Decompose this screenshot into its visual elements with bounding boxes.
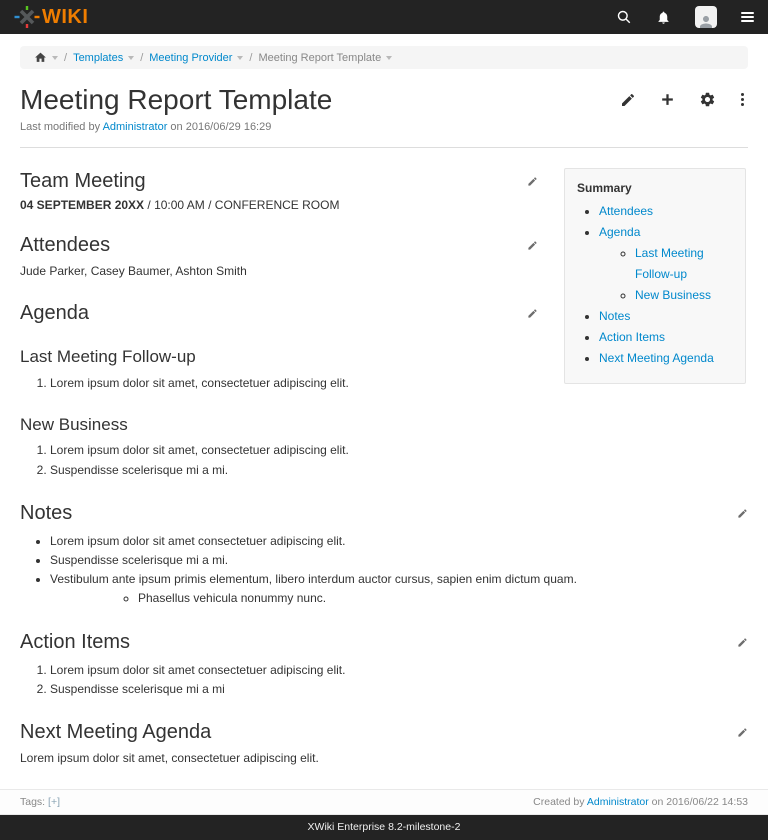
summary-link-notes[interactable]: Notes xyxy=(599,308,631,323)
created-prefix: Created by xyxy=(533,796,585,809)
summary-panel xyxy=(564,168,746,384)
attendees-names: Jude Parker, Casey Baumer, Ashton Smith xyxy=(20,263,247,278)
document-footer xyxy=(0,789,768,815)
modified-date: on 2016/06/29 16:29 xyxy=(170,120,272,133)
search-icon[interactable] xyxy=(616,9,632,25)
breadcrumb-link-templates[interactable]: Templates xyxy=(73,51,124,64)
page-header xyxy=(0,71,768,116)
xwiki-logo[interactable] xyxy=(14,5,88,29)
created-line xyxy=(533,796,748,808)
top-navbar xyxy=(0,0,768,34)
summary-sublist xyxy=(599,243,735,306)
created-user-link[interactable]: Administrator xyxy=(586,796,649,809)
page-actions xyxy=(620,91,746,108)
summary-link-agenda[interactable]: Agenda xyxy=(599,224,641,239)
edit-pencil-icon[interactable] xyxy=(737,727,748,738)
navbar-actions xyxy=(616,6,754,28)
summary-subitem xyxy=(635,243,735,285)
breadcrumb-separator: / xyxy=(249,51,253,64)
section-title-last-meeting: Last Meeting Follow-up xyxy=(20,347,196,367)
section-attendees xyxy=(20,234,538,280)
section-team-meeting xyxy=(20,170,538,212)
section-title-team-meeting: Team Meeting xyxy=(20,169,146,192)
section-title-attendees: Attendees xyxy=(20,233,111,256)
list-item: 2. Suspendisse scelerisque mi a mi xyxy=(50,680,748,699)
summary-item xyxy=(599,327,735,348)
summary-item xyxy=(599,348,735,369)
breadcrumb-separator: / xyxy=(64,51,68,64)
summary-link-new-business[interactable]: New Business xyxy=(635,287,712,302)
last-modified-line xyxy=(0,116,768,133)
home-icon[interactable] xyxy=(34,51,47,64)
edit-pencil-icon[interactable] xyxy=(527,176,538,187)
breadcrumb-link-meeting-provider[interactable]: Meeting Provider xyxy=(149,51,233,64)
summary-link-attendees[interactable]: Attendees xyxy=(599,203,654,218)
list-item: 1. Lorem ipsum dolor sit amet consectetuer adipiscing elit. xyxy=(50,661,748,680)
gear-icon[interactable] xyxy=(699,91,716,108)
summary-item xyxy=(599,222,735,306)
created-date: on 2016/06/22 14:53 xyxy=(651,796,748,809)
version-bar xyxy=(0,815,768,840)
list-item: 1. Lorem ipsum dolor sit amet, consectetuer adipiscing elit. xyxy=(50,374,748,393)
section-agenda xyxy=(20,302,538,325)
edit-icon[interactable] xyxy=(620,92,636,108)
list-item: 1. Lorem ipsum dolor sit amet, consectetuer adipiscing elit. xyxy=(50,441,748,460)
add-icon[interactable] xyxy=(659,91,676,108)
edit-pencil-icon[interactable] xyxy=(737,508,748,519)
summary-subitem xyxy=(635,285,735,306)
list-item: • Suspendisse scelerisque mi a mi. xyxy=(50,551,748,570)
chevron-down-icon[interactable] xyxy=(386,56,392,60)
breadcrumb-current-page: Meeting Report Template xyxy=(258,51,382,64)
tags-area xyxy=(20,796,60,808)
modified-prefix: Last modified by xyxy=(20,120,101,133)
summary-item xyxy=(599,201,735,222)
action-items-list xyxy=(20,661,748,699)
list-item-text: Vestibulum ante ipsum primis elementum, libero interdum auctor cursus, sapien enim dictum quam. xyxy=(50,572,577,587)
user-avatar[interactable] xyxy=(695,6,717,28)
summary-link-last-meeting[interactable]: Last Meeting Follow-up xyxy=(635,245,704,281)
section-notes xyxy=(20,502,748,609)
meeting-time-location: / 10:00 AM / CONFERENCE ROOM xyxy=(147,197,340,212)
edit-pencil-icon[interactable] xyxy=(737,637,748,648)
list-item: • Lorem ipsum dolor sit amet consectetuer adipiscing elit. xyxy=(50,532,748,551)
summary-title: Summary xyxy=(577,180,632,195)
list-subitem: ◦ Phasellus vehicula nonummy nunc. xyxy=(138,589,748,608)
edit-pencil-icon[interactable] xyxy=(527,240,538,251)
breadcrumb-container xyxy=(0,34,768,71)
hamburger-menu-icon[interactable] xyxy=(741,12,754,22)
version-text: XWiki Enterprise 8.2-milestone-2 xyxy=(307,821,461,834)
edit-pencil-icon[interactable] xyxy=(527,308,538,319)
section-title-notes: Notes xyxy=(20,501,73,524)
notes-sublist xyxy=(50,589,748,608)
chevron-down-icon[interactable] xyxy=(128,56,134,60)
add-tag-button[interactable]: [+] xyxy=(48,796,60,809)
page-title: Meeting Report Template xyxy=(20,84,333,115)
section-action-items xyxy=(20,631,748,699)
new-business-list xyxy=(20,441,748,479)
summary-list xyxy=(577,201,735,369)
list-item: 2. Suspendisse scelerisque mi a mi. xyxy=(50,461,748,480)
next-meeting-text: Lorem ipsum dolor sit amet, consectetuer adipiscing elit. xyxy=(20,750,319,765)
section-next-meeting-agenda xyxy=(20,721,748,767)
section-title-next-meeting: Next Meeting Agenda xyxy=(20,720,212,743)
notes-list xyxy=(20,532,748,609)
section-new-business xyxy=(20,415,748,480)
more-vertical-icon[interactable] xyxy=(739,92,746,107)
logo-wordmark: WIKI xyxy=(42,6,89,28)
list-item xyxy=(50,570,748,608)
meeting-date: 04 SEPTEMBER 20XX xyxy=(20,197,145,212)
xwiki-x-icon xyxy=(14,5,40,29)
bell-icon[interactable] xyxy=(656,10,671,25)
section-title-agenda: Agenda xyxy=(20,302,89,325)
modified-user-link[interactable]: Administrator xyxy=(102,120,168,133)
chevron-down-icon[interactable] xyxy=(237,56,243,60)
chevron-down-icon[interactable] xyxy=(52,56,58,60)
document-content xyxy=(0,148,768,768)
breadcrumb xyxy=(20,46,748,69)
summary-link-next-meeting[interactable]: Next Meeting Agenda xyxy=(599,350,714,365)
breadcrumb-separator: / xyxy=(140,51,144,64)
section-title-action-items: Action Items xyxy=(20,630,131,653)
tags-label: Tags: xyxy=(20,796,46,809)
section-title-new-business: New Business xyxy=(20,414,128,434)
summary-item xyxy=(599,306,735,327)
summary-link-action-items[interactable]: Action Items xyxy=(599,329,666,344)
meeting-date-line xyxy=(20,198,538,212)
